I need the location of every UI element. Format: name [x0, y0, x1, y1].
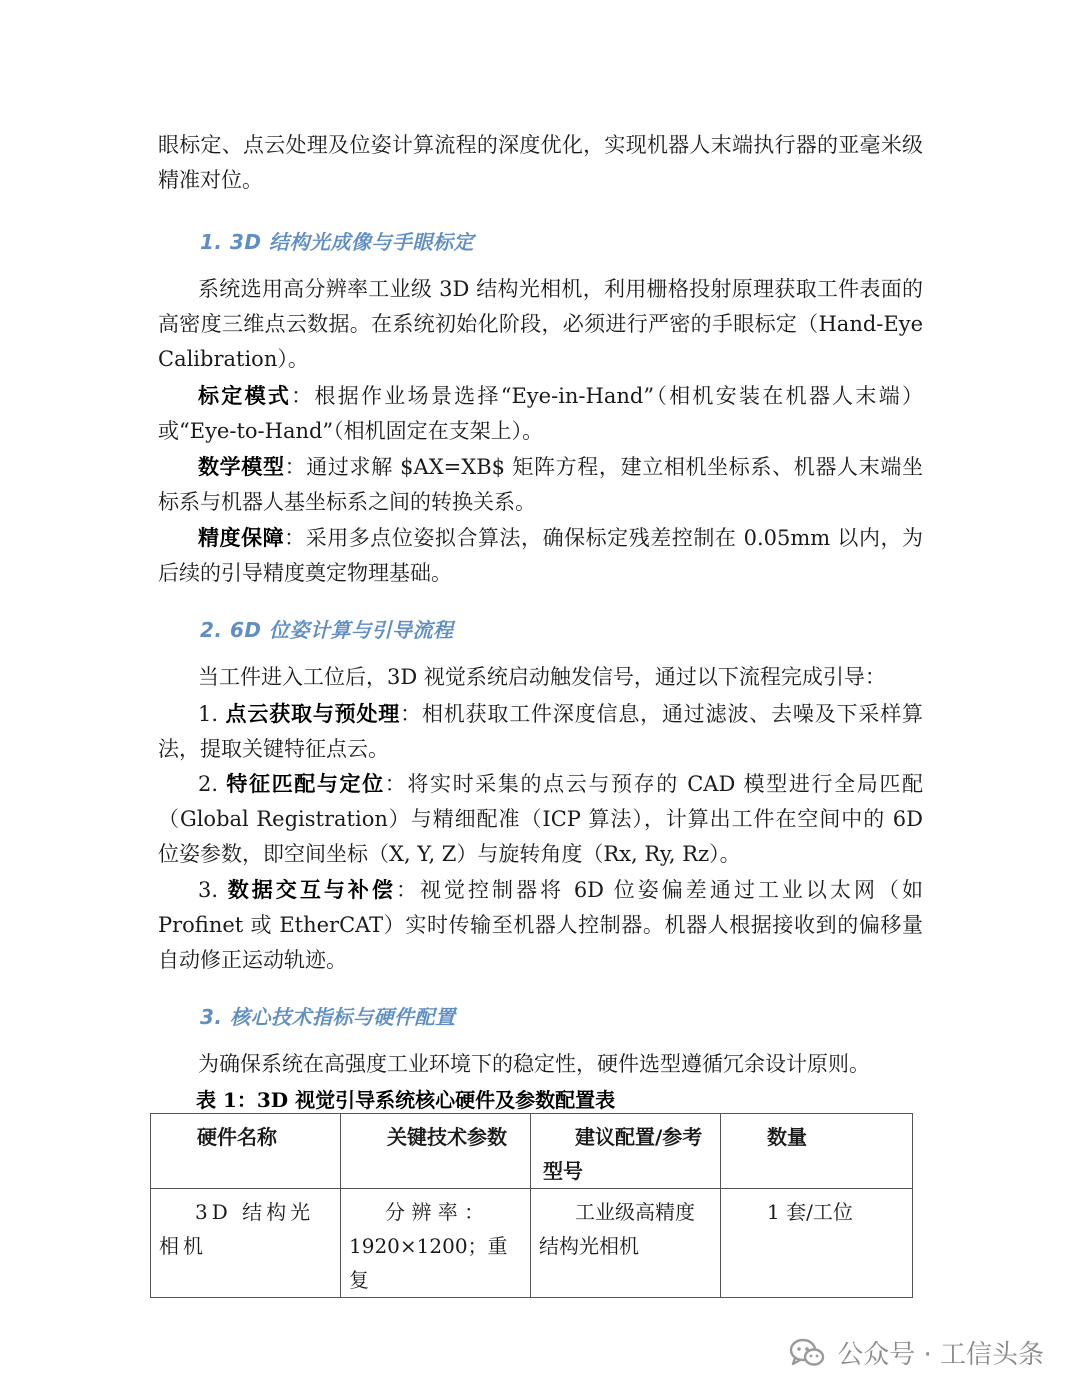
section2-step-3 — [158, 872, 923, 978]
step-text: ：将实时采集的点云与预存的 CAD 模型进行全局匹配（Global Registration）与精细配准（ICP 算法），计算出工件在空间中的 6D 位姿参数，即空间坐标（X, Y, Z）与旋转角度（Rx, Ry, Rz）。 — [158, 772, 923, 866]
watermark — [789, 1334, 1044, 1371]
item-label: 标定模式 — [198, 383, 292, 408]
item-text: ：根据作业场景选择“Eye-in-Hand”（相机安装在机器人末端）或“Eye-to-Hand”（相机固定在支架上）。 — [158, 384, 924, 443]
table-header-row — [151, 1114, 913, 1189]
step-number: 3. — [198, 878, 228, 902]
section2-heading: 2. 6D 位姿计算与引导流程 — [200, 618, 454, 642]
section2-step-1 — [158, 696, 923, 767]
table-header-cell: 硬件名称 — [151, 1114, 341, 1189]
table-cell: 1 套/工位 — [721, 1189, 913, 1298]
section1-paragraph: 系统选用高分辨率工业级 3D 结构光相机，利用栅格投射原理获取工件表面的高密度三维点云数据。在系统初始化阶段，必须进行严密的手眼标定（Hand-Eye Calibration）。 — [158, 277, 923, 371]
item-label: 数学模型 — [198, 454, 285, 479]
step-text: ：视觉控制器将 6D 位姿偏差通过工业以太网（如 Profinet 或 EtherCAT）实时传输至机器人控制器。机器人根据接收到的偏移量自动修正运动轨迹。 — [158, 878, 924, 972]
step-number: 1. — [198, 702, 226, 726]
table-cell: 分 辨 率 ：1920×1200；重复 — [341, 1189, 531, 1298]
hardware-table — [150, 1113, 913, 1298]
intro-paragraph: 眼标定、点云处理及位姿计算流程的深度优化，实现机器人末端执行器的亚毫米级精准对位。 — [158, 133, 923, 192]
table-cell: 工业级高精度结构光相机 — [531, 1189, 721, 1298]
item-text: ：通过求解 $AX=XB$ 矩阵方程，建立相机坐标系、机器人末端坐标系与机器人基坐标系之间的转换关系。 — [158, 455, 924, 514]
section1-item-mode — [158, 378, 923, 449]
section2-step-2 — [158, 766, 923, 872]
table-caption: 表 1：3D 视觉引导系统核心硬件及参数配置表 — [196, 1088, 616, 1112]
step-number: 2. — [198, 772, 227, 796]
step-label: 数据交互与补偿 — [227, 877, 396, 902]
table-cell: 3D 结构光相机 — [151, 1189, 341, 1298]
watermark-text: 公众号 · 工信头条 — [837, 1340, 1044, 1370]
section1-item-model — [158, 449, 923, 520]
section1-item-accuracy — [158, 520, 923, 591]
item-text: ：采用多点位姿拟合算法，确保标定残差控制在 0.05mm 以内，为后续的引导精度奠定物理基础。 — [158, 526, 924, 585]
section3-heading: 3. 核心技术指标与硬件配置 — [200, 1005, 456, 1029]
wechat-icon — [789, 1338, 825, 1368]
table-header-cell: 建议配置/参考型号 — [531, 1114, 721, 1189]
table-row — [151, 1189, 913, 1298]
step-label: 特征匹配与定位 — [226, 771, 385, 796]
section2-paragraph: 当工件进入工位后，3D 视觉系统启动触发信号，通过以下流程完成引导： — [198, 665, 886, 689]
step-label: 点云获取与预处理 — [225, 701, 401, 726]
step-text: ：相机获取工件深度信息，通过滤波、去噪及下采样算法，提取关键特征点云。 — [158, 702, 924, 761]
item-label: 精度保障 — [198, 525, 285, 550]
table-header-cell: 数量 — [721, 1114, 913, 1189]
table-header-cell: 关键技术参数 — [341, 1114, 531, 1189]
section1-heading: 1. 3D 结构光成像与手眼标定 — [200, 230, 474, 254]
section3-paragraph: 为确保系统在高强度工业环境下的稳定性，硬件选型遵循冗余设计原则。 — [198, 1052, 870, 1076]
